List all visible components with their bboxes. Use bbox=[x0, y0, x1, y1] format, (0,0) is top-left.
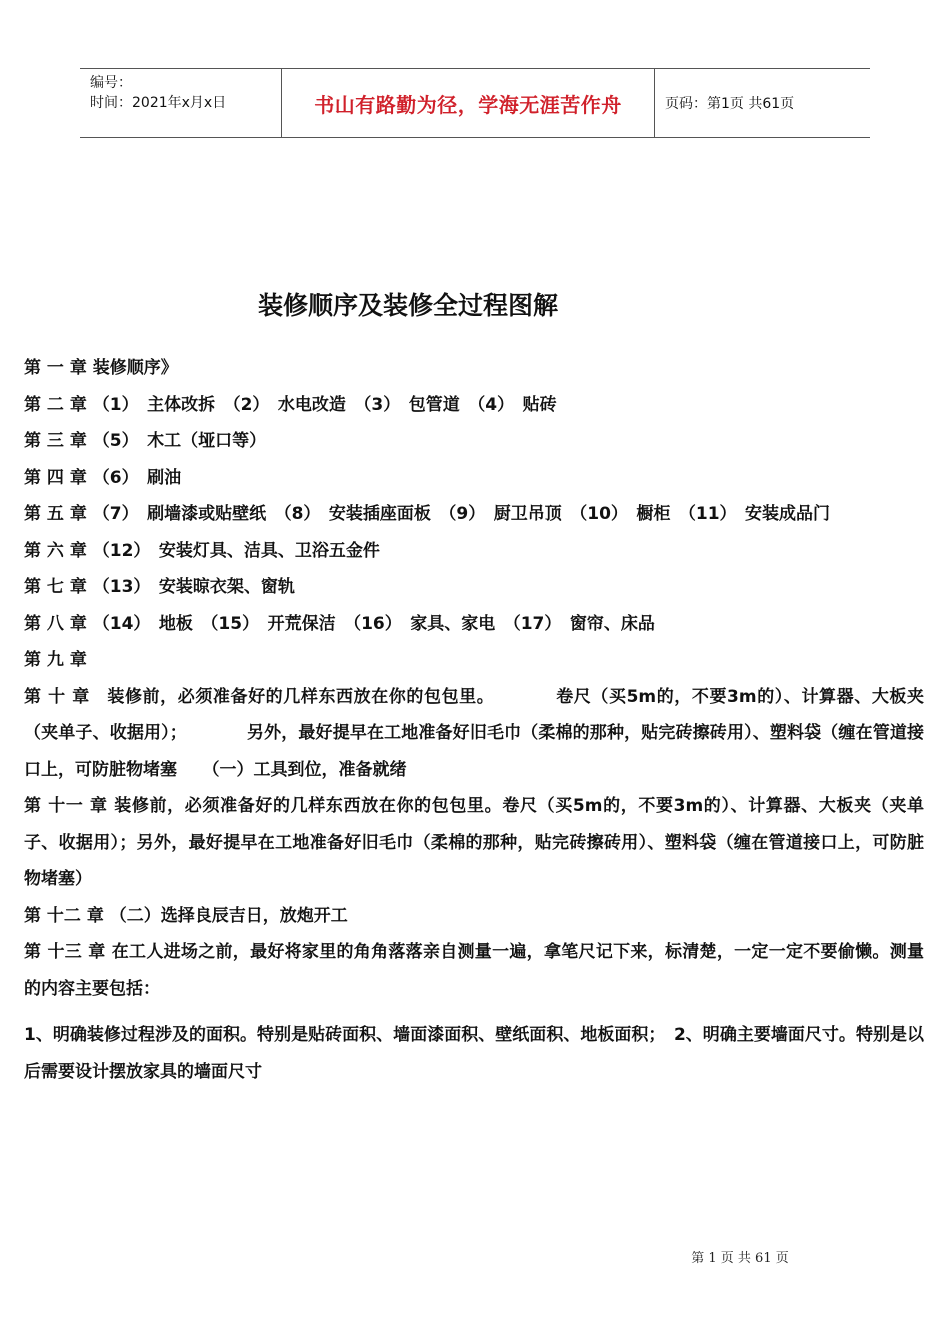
chapter-6: 第 六 章 （12） 安装灯具、洁具、卫浴五金件 bbox=[24, 540, 380, 561]
chapter-3: 第 三 章 （5） 木工（垭口等） bbox=[24, 431, 267, 451]
date-label: 时间：2021年x月x日 bbox=[90, 95, 227, 111]
chapter-4: 第 四 章 （6） 刷油 bbox=[24, 467, 182, 488]
chapter-7: 第 七 章 （13） 安装晾衣架、窗轨 bbox=[24, 577, 295, 597]
document-title: 装修顺序及装修全过程图解 bbox=[257, 291, 558, 320]
header-motto: 书山有路勤为径，学海无涯苦作舟 bbox=[281, 69, 655, 137]
page-header bbox=[80, 68, 870, 138]
measurement-paragraph: 1、明确装修过程涉及的面积。特别是贴砖面积、墙面漆面积、壁纸面积、地板面积； 2、明确主要墙面尺寸。特别是以后需要设计摆放家具的墙面尺寸 bbox=[24, 1025, 924, 1082]
chapter-12: 第 十二 章 （二）选择良辰吉日，放炮开工 bbox=[24, 905, 348, 926]
number-label: 编号： bbox=[90, 75, 132, 91]
page-footer: 第 1 页 共 61 页 bbox=[691, 1251, 789, 1266]
chapter-9: 第 九 章 bbox=[24, 650, 87, 670]
document-body bbox=[24, 350, 924, 1090]
chapter-5: 第 五 章 （7） 刷墙漆或贴壁纸 （8） 安装插座面板 （9） 厨卫吊顶 （10） 橱柜 （11） 安装成品门 bbox=[24, 504, 831, 524]
chapter-8: 第 八 章 （14） 地板 （15） 开荒保洁 （16） 家具、家电 （17） 窗帘、床品 bbox=[24, 613, 655, 634]
header-meta bbox=[80, 69, 281, 137]
chapter-1: 第 一 章 装修顺序》 bbox=[24, 358, 178, 378]
chapter-13: 第 十三 章 在工人进场之前，最好将家里的角角落落亲自测量一遍，拿笔尺记下来，标清楚，一定一定不要偷懒。测量的内容主要包括： bbox=[24, 942, 924, 999]
chapter-10: 第 十 章 装修前，必须准备好的几样东西放在你的包包里。 卷尺（买5m的，不要3m的）、计算器、大板夹（夹单子、收据用）； 另外，最好提早在工地准备好旧毛巾（柔棉的那种，贴完砖擦砖用）、塑料袋（缠在管道接口上，可防脏物堵塞 （一）工具到位，准备就绪 bbox=[24, 686, 924, 780]
chapter-11: 第 十一 章 装修前，必须准备好的几样东西放在你的包包里。卷尺（买5m的，不要3m的）、计算器、大板夹（夹单子、收据用）；另外，最好提早在工地准备好旧毛巾（柔棉的那种，贴完砖擦砖用）、塑料袋（缠在管道接口上，可防脏物堵塞） bbox=[24, 796, 924, 889]
header-page-label: 页码：第1页 共61页 bbox=[665, 96, 795, 112]
chapter-2: 第 二 章 （1） 主体改拆 （2） 水电改造 （3） 包管道 （4） 贴砖 bbox=[24, 394, 557, 415]
